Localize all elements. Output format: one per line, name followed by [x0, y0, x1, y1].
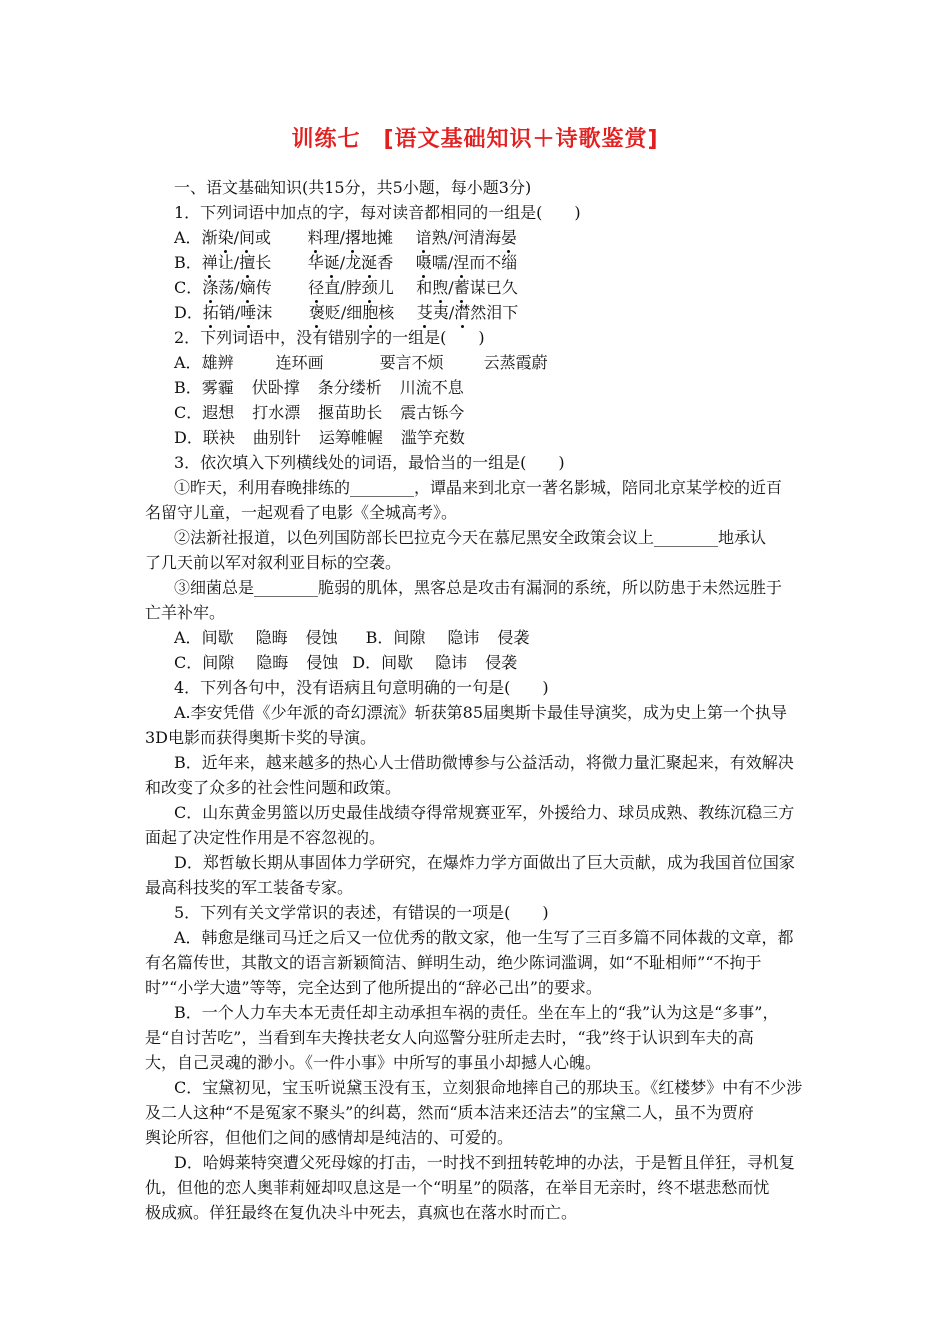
option-word: 隐讳 [435, 653, 468, 672]
option-word: 华诞/龙涎香 [307, 253, 394, 272]
option-word: 连环画 [275, 353, 324, 372]
q5-option-b-cont: 是“自讨苦吃”，当看到车夫搀扶老女人向巡警分驻所走去时，“我”终于认识到车夫的高 [145, 1028, 754, 1047]
option-word: 侵袭 [485, 653, 518, 672]
option-word: 震古铄今 [400, 403, 465, 422]
q4-option-c-cont: 面起了决定性作用是不容忽视的。 [145, 828, 386, 847]
q5-option-c: C．宝黛初见，宝玉听说黛玉没有玉，立刻狠命地摔自己的那块玉。《红楼梦》中有不少涉 [174, 1078, 803, 1097]
page-title: 训练七 [语文基础知识＋诗歌鉴赏] [291, 127, 659, 152]
option-word: 拓销/唾沫 [202, 303, 273, 322]
option-word: 川流不息 [399, 378, 464, 397]
question-2-stem: 2．下列词语中，没有错别字的一组是( ) [174, 328, 485, 347]
q5-option-b-cont: 大，自己灵魂的渺小。《一件小事》中所写的事虽小却撼人心魄。 [145, 1053, 602, 1072]
q3-sentence-2-cont: 了几天前以军对叙利亚目标的空袭。 [145, 553, 402, 572]
q1-option-b [174, 253, 517, 273]
option-word: 渐染/间或 [201, 228, 272, 247]
q3-options-cd [174, 653, 517, 673]
question-5-stem: 5．下列有关文学常识的表述，有错误的一项是( ) [174, 903, 549, 922]
option-word: 褒贬/细胞核 [308, 303, 395, 322]
option-word: 联袂 [202, 428, 235, 447]
q4-option-a-cont: 3D电影而获得奥斯卡奖的导演。 [145, 728, 377, 747]
q2-option-a [174, 353, 548, 373]
option-word: 芟夷/潸然泪下 [416, 303, 519, 322]
option-letter: C． [174, 653, 203, 672]
q4-option-b: B．近年来，越来越多的热心人士借助微博参与公益活动，将微力量汇聚起来，有效解决 [174, 753, 794, 772]
q3-sentence-3-cont: 亡羊补牢。 [145, 603, 226, 622]
option-letter: C． [174, 403, 203, 422]
q3-sentence-3: ③细菌总是________脆弱的肌体，黑客总是攻击有漏洞的系统，所以防患于未然远胜于 [174, 578, 783, 597]
section-heading: 一、语文基础知识(共15分，共5小题，每小题3分) [174, 178, 532, 197]
option-word: 隐晦 [256, 653, 289, 672]
option-word: 侵袭 [497, 628, 530, 647]
option-word: 料理/撂地摊 [307, 228, 394, 247]
q5-option-b: B．一个人力车夫本无责任却主动承担车祸的责任。坐在车上的“我”认为这是“多事”， [174, 1003, 779, 1022]
q5-option-a-cont: 有名篇传世，其散文的语言新颖简洁、鲜明生动，绝少陈词滥调，如“不耻相师”“不拘于 [145, 953, 762, 972]
q1-option-a [174, 228, 517, 248]
q3-sentence-2: ②法新社报道，以色列国防部长巴拉克今天在慕尼黑安全政策会议上________地承认 [174, 528, 767, 547]
option-word: 间隙 [202, 653, 235, 672]
option-letter: D． [352, 653, 382, 672]
q2-option-b [174, 378, 464, 398]
question-3-stem: 3．依次填入下列横线处的词语，最恰当的一组是( ) [174, 453, 565, 472]
option-word: 侵蚀 [305, 628, 338, 647]
option-word: 雾霾 [201, 378, 234, 397]
option-word: 遐想 [202, 403, 235, 422]
option-word: 和煦/蓄谋已久 [416, 278, 518, 297]
question-1-stem: 1．下列词语中加点的字，每对读音都相同的一组是( ) [174, 203, 581, 222]
option-word: 云蒸霞蔚 [483, 353, 548, 372]
option-letter: B． [174, 253, 202, 272]
option-word: 侵蚀 [306, 653, 339, 672]
q4-option-d: D．郑哲敏长期从事固体力学研究，在爆炸力学方面做出了巨大贡献，成为我国首位国家 [174, 853, 795, 872]
option-word: 曲别针 [252, 428, 301, 447]
q5-option-c-cont: 及二人这种“不是冤家不聚头”的纠葛，然而“质本洁来还洁去”的宝黛二人，虽不为贾府 [145, 1103, 754, 1122]
option-word: 间歇 [381, 653, 414, 672]
option-letter: A． [174, 628, 202, 647]
q5-option-c-cont: 舆论所容，但他们之间的感情却是纯洁的、可爱的。 [145, 1128, 514, 1147]
q3-sentence-1-cont: 名留守儿童，一起观看了电影《全城高考》。 [145, 503, 458, 522]
option-word: 条分缕析 [317, 378, 382, 397]
option-word: 运筹帷幄 [318, 428, 383, 447]
q4-option-c: C．山东黄金男篮以历史最佳战绩夺得常规赛亚军，外援给力、球员成熟、教练沉稳三方 [174, 803, 795, 822]
option-word: 要言不烦 [379, 353, 444, 372]
option-word: 间隙 [393, 628, 426, 647]
q4-option-a: A.李安凭借《少年派的奇幻漂流》斩获第85届奥斯卡最佳导演奖，成为史上第一个执导 [174, 703, 788, 722]
option-letter: B． [174, 378, 202, 397]
option-word: 间歇 [201, 628, 234, 647]
q4-option-b-cont: 和改变了众多的社会性问题和政策。 [145, 778, 402, 797]
q1-option-d [174, 303, 518, 323]
option-word: 涤荡/嫡传 [202, 278, 272, 297]
option-word: 隐讳 [447, 628, 480, 647]
q5-option-d-cont: 极成疯。佯狂最终在复仇决斗中死去，真疯也在落水时而亡。 [145, 1203, 578, 1222]
option-letter: D． [174, 428, 203, 447]
option-word: 嗫嚅/涅而不缁 [415, 253, 518, 272]
q3-options-ab [174, 628, 529, 648]
option-letter: C． [174, 278, 203, 297]
question-4-stem: 4．下列各句中，没有语病且句意明确的一句是( ) [174, 678, 549, 697]
option-word: 打水漂 [252, 403, 301, 422]
option-letter: A． [174, 353, 202, 372]
option-letter: D． [174, 303, 203, 322]
q5-option-d: D．哈姆莱特突遭父死母嫁的打击，一时找不到扭转乾坤的办法，于是暂且佯狂，寻机复 [174, 1153, 795, 1172]
option-letter: A． [174, 228, 202, 247]
option-word: 雄辨 [201, 353, 234, 372]
option-word: 谙熟/河清海晏 [415, 228, 517, 247]
q3-sentence-1: ①昨天，利用春晚排练的________，谭晶来到北京一著名影城，陪同北京某学校的近百 [174, 478, 783, 497]
q2-option-c [174, 403, 464, 423]
q5-option-d-cont: 仇，但他的恋人奥菲莉娅却叹息这是一个“明星”的陨落，在举目无亲时，终不堪悲愁而忧 [145, 1178, 770, 1197]
option-word: 滥竽充数 [400, 428, 465, 447]
option-word: 揠苗助长 [318, 403, 383, 422]
q5-option-a: A．韩愈是继司马迁之后又一位优秀的散文家，他一生写了三百多篇不同体裁的文章，都 [174, 928, 794, 947]
q2-option-d [174, 428, 465, 448]
q5-option-a-cont: 时”“小学大遗”等等，完全达到了他所提出的“辞必己出”的要求。 [145, 978, 602, 997]
option-word: 禅让/擅长 [201, 253, 272, 272]
q1-option-c [174, 278, 518, 298]
q4-option-d-cont: 最高科技奖的军工装备专家。 [145, 878, 354, 897]
option-word: 径直/脖颈儿 [308, 278, 394, 297]
option-word: 隐晦 [255, 628, 288, 647]
option-word: 伏卧撑 [251, 378, 300, 397]
option-letter: B． [365, 628, 394, 647]
